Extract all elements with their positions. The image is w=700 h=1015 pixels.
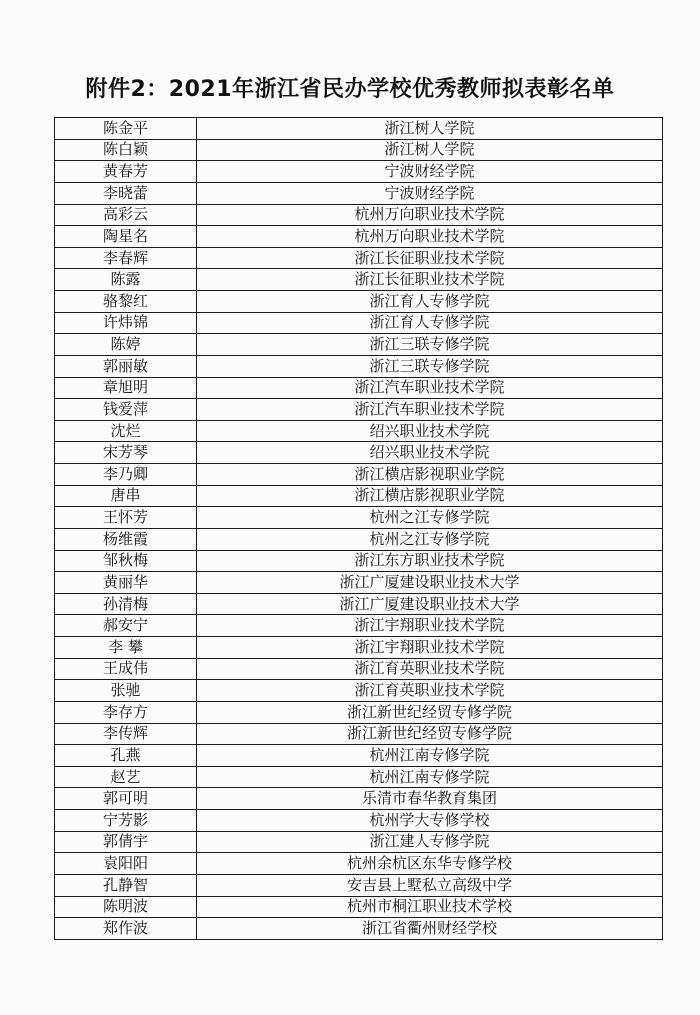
page-title: 附件2：2021年浙江省民办学校优秀教师拟表彰名单 bbox=[85, 77, 615, 102]
table-row bbox=[55, 918, 663, 940]
school-name-cell: 浙江育英职业技术学院 bbox=[197, 680, 663, 702]
school-name-cell: 浙江三联专修学院 bbox=[197, 334, 663, 356]
school-name-cell: 浙江育英职业技术学院 bbox=[197, 658, 663, 680]
table-row bbox=[55, 139, 663, 161]
teacher-name-cell: 李晓蕾 bbox=[55, 182, 197, 204]
teacher-name-cell: 李 攀 bbox=[55, 637, 197, 659]
teacher-name-cell: 骆黎红 bbox=[55, 291, 197, 313]
table-row bbox=[55, 485, 663, 507]
teacher-name-cell: 陈金平 bbox=[55, 118, 197, 140]
teacher-name-cell: 许炜锦 bbox=[55, 312, 197, 334]
teacher-name-cell: 高彩云 bbox=[55, 204, 197, 226]
table-row bbox=[55, 226, 663, 248]
school-name-cell: 浙江广厦建设职业技术大学 bbox=[197, 593, 663, 615]
teacher-name-cell: 王怀芳 bbox=[55, 507, 197, 529]
table-row bbox=[55, 334, 663, 356]
teacher-name-cell: 黄丽华 bbox=[55, 572, 197, 594]
table-row bbox=[55, 550, 663, 572]
school-name-cell: 杭州之江专修学院 bbox=[197, 528, 663, 550]
award-list-table bbox=[54, 117, 663, 940]
school-name-cell: 浙江树人学院 bbox=[197, 139, 663, 161]
teacher-name-cell: 赵艺 bbox=[55, 766, 197, 788]
teacher-name-cell: 杨维霞 bbox=[55, 528, 197, 550]
teacher-name-cell: 黄春芳 bbox=[55, 161, 197, 183]
table-row bbox=[55, 615, 663, 637]
school-name-cell: 宁波财经学院 bbox=[197, 161, 663, 183]
teacher-name-cell: 孔燕 bbox=[55, 745, 197, 767]
table-row bbox=[55, 680, 663, 702]
school-name-cell: 浙江省衢州财经学校 bbox=[197, 918, 663, 940]
school-name-cell: 绍兴职业技术学院 bbox=[197, 420, 663, 442]
teacher-name-cell: 陈露 bbox=[55, 269, 197, 291]
school-name-cell: 安吉县上墅私立高级中学 bbox=[197, 874, 663, 896]
teacher-name-cell: 张驰 bbox=[55, 680, 197, 702]
table-row bbox=[55, 442, 663, 464]
school-name-cell: 杭州万向职业技术学院 bbox=[197, 226, 663, 248]
table-row bbox=[55, 420, 663, 442]
teacher-name-cell: 李乃卿 bbox=[55, 464, 197, 486]
table-row bbox=[55, 745, 663, 767]
school-name-cell: 杭州江南专修学院 bbox=[197, 766, 663, 788]
school-name-cell: 浙江横店影视职业学院 bbox=[197, 464, 663, 486]
teacher-name-cell: 宁芳影 bbox=[55, 810, 197, 832]
school-name-cell: 浙江育人专修学院 bbox=[197, 291, 663, 313]
teacher-name-cell: 沈烂 bbox=[55, 420, 197, 442]
teacher-name-cell: 陶星名 bbox=[55, 226, 197, 248]
teacher-name-cell: 郭可明 bbox=[55, 788, 197, 810]
table-row bbox=[55, 528, 663, 550]
teacher-name-cell: 李存方 bbox=[55, 701, 197, 723]
table-row bbox=[55, 723, 663, 745]
school-name-cell: 绍兴职业技术学院 bbox=[197, 442, 663, 464]
teacher-name-cell: 陈明波 bbox=[55, 896, 197, 918]
award-list-body bbox=[55, 118, 663, 940]
table-row bbox=[55, 182, 663, 204]
school-name-cell: 杭州万向职业技术学院 bbox=[197, 204, 663, 226]
table-row bbox=[55, 874, 663, 896]
table-row bbox=[55, 701, 663, 723]
school-name-cell: 浙江长征职业技术学院 bbox=[197, 247, 663, 269]
school-name-cell: 浙江长征职业技术学院 bbox=[197, 269, 663, 291]
table-row bbox=[55, 312, 663, 334]
school-name-cell: 乐清市春华教育集团 bbox=[197, 788, 663, 810]
table-row bbox=[55, 118, 663, 140]
teacher-name-cell: 王成伟 bbox=[55, 658, 197, 680]
table-row bbox=[55, 464, 663, 486]
table-row bbox=[55, 593, 663, 615]
teacher-name-cell: 李传辉 bbox=[55, 723, 197, 745]
teacher-name-cell: 郭倩宇 bbox=[55, 831, 197, 853]
school-name-cell: 浙江建人专修学院 bbox=[197, 831, 663, 853]
school-name-cell: 杭州学大专修学校 bbox=[197, 810, 663, 832]
school-name-cell: 浙江三联专修学院 bbox=[197, 355, 663, 377]
table-row bbox=[55, 788, 663, 810]
teacher-name-cell: 李春辉 bbox=[55, 247, 197, 269]
school-name-cell: 浙江广厦建设职业技术大学 bbox=[197, 572, 663, 594]
teacher-name-cell: 唐串 bbox=[55, 485, 197, 507]
school-name-cell: 宁波财经学院 bbox=[197, 182, 663, 204]
teacher-name-cell: 郑作波 bbox=[55, 918, 197, 940]
teacher-name-cell: 章旭明 bbox=[55, 377, 197, 399]
school-name-cell: 杭州之江专修学院 bbox=[197, 507, 663, 529]
table-row bbox=[55, 853, 663, 875]
school-name-cell: 浙江宇翔职业技术学院 bbox=[197, 637, 663, 659]
school-name-cell: 浙江新世纪经贸专修学院 bbox=[197, 723, 663, 745]
school-name-cell: 浙江树人学院 bbox=[197, 118, 663, 140]
table-row bbox=[55, 291, 663, 313]
school-name-cell: 杭州江南专修学院 bbox=[197, 745, 663, 767]
table-row bbox=[55, 507, 663, 529]
teacher-name-cell: 钱爱萍 bbox=[55, 399, 197, 421]
table-row bbox=[55, 810, 663, 832]
table-row bbox=[55, 572, 663, 594]
table-row bbox=[55, 637, 663, 659]
table-row bbox=[55, 766, 663, 788]
teacher-name-cell: 孔静智 bbox=[55, 874, 197, 896]
teacher-name-cell: 陈婷 bbox=[55, 334, 197, 356]
school-name-cell: 浙江汽车职业技术学院 bbox=[197, 399, 663, 421]
school-name-cell: 浙江汽车职业技术学院 bbox=[197, 377, 663, 399]
table-row bbox=[55, 247, 663, 269]
table-row bbox=[55, 161, 663, 183]
school-name-cell: 浙江东方职业技术学院 bbox=[197, 550, 663, 572]
teacher-name-cell: 孙清梅 bbox=[55, 593, 197, 615]
table-row bbox=[55, 658, 663, 680]
table-row bbox=[55, 896, 663, 918]
school-name-cell: 杭州余杭区东华专修学校 bbox=[197, 853, 663, 875]
school-name-cell: 浙江新世纪经贸专修学院 bbox=[197, 701, 663, 723]
teacher-name-cell: 郭丽敏 bbox=[55, 355, 197, 377]
table-row bbox=[55, 377, 663, 399]
school-name-cell: 浙江宇翔职业技术学院 bbox=[197, 615, 663, 637]
table-row bbox=[55, 204, 663, 226]
table-row bbox=[55, 355, 663, 377]
teacher-name-cell: 陈白颖 bbox=[55, 139, 197, 161]
table-row bbox=[55, 831, 663, 853]
school-name-cell: 杭州市桐江职业技术学校 bbox=[197, 896, 663, 918]
teacher-name-cell: 邹秋梅 bbox=[55, 550, 197, 572]
school-name-cell: 浙江横店影视职业学院 bbox=[197, 485, 663, 507]
table-row bbox=[55, 269, 663, 291]
teacher-name-cell: 郝安宁 bbox=[55, 615, 197, 637]
teacher-name-cell: 袁阳阳 bbox=[55, 853, 197, 875]
school-name-cell: 浙江育人专修学院 bbox=[197, 312, 663, 334]
teacher-name-cell: 宋芳琴 bbox=[55, 442, 197, 464]
table-row bbox=[55, 399, 663, 421]
